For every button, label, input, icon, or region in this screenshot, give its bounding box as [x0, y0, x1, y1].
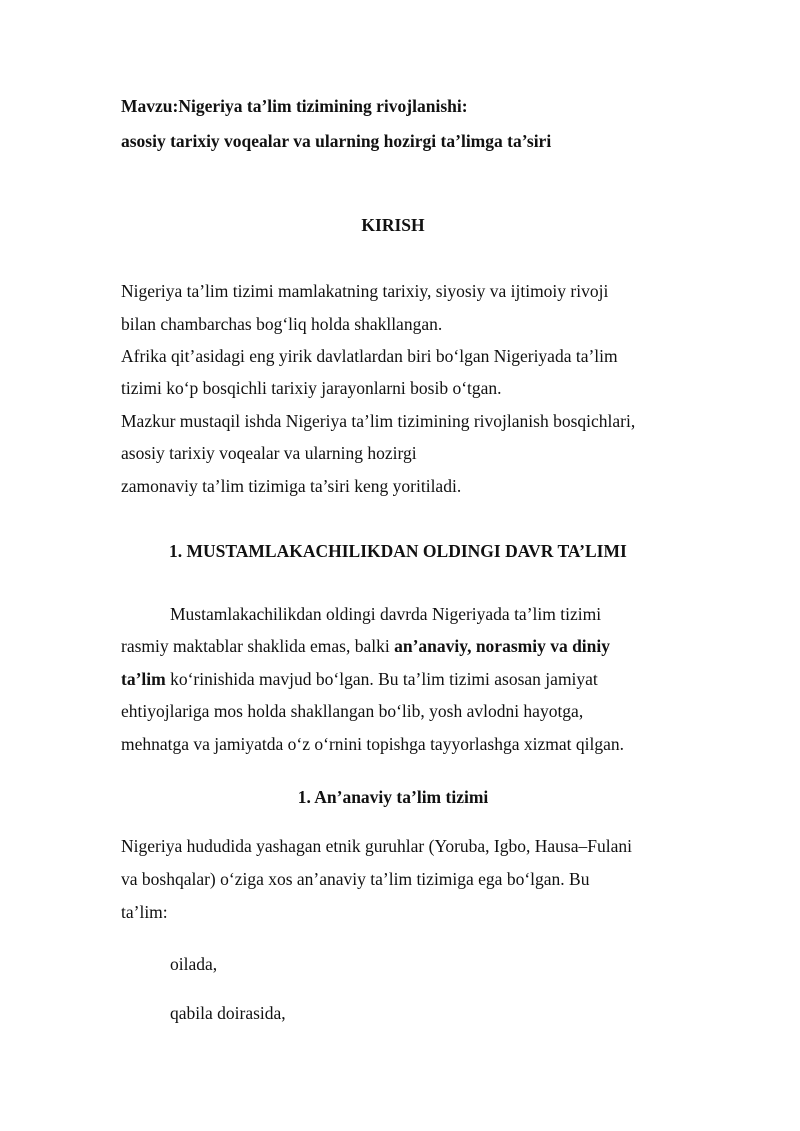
- list-item: qabila doirasida,: [170, 1003, 286, 1023]
- intro-line: zamonaviy ta’lim tizimiga ta’siri keng yoritiladi.: [121, 476, 462, 496]
- intro-line: tizimi ko‘p bosqichli tarixiy jarayonlarni bosib o‘tgan.: [121, 378, 502, 398]
- intro-line: bilan chambarchas bog‘liq holda shakllangan.: [121, 314, 443, 334]
- paragraph-text: rasmiy maktablar shaklida emas, balki: [121, 636, 395, 656]
- emphasis-text: ta’lim: [121, 669, 166, 689]
- intro-line: Nigeriya ta’lim tizimi mamlakatning tarixiy, siyosiy va ijtimoiy rivoji: [121, 281, 609, 301]
- intro-line: Mazkur mustaqil ishda Nigeriya ta’lim tizimining rivojlanish bosqichlari,: [121, 411, 636, 431]
- section-1-paragraph-line: [121, 668, 598, 690]
- title-line-1: Mavzu:Nigeriya ta’lim tizimining rivojlanishi:: [121, 96, 468, 116]
- list-item: oilada,: [170, 954, 218, 974]
- subsection-1-line: Nigeriya hududida yashagan etnik guruhlar (Yoruba, Igbo, Hausa–Fulani: [121, 836, 632, 856]
- section-1-heading: 1. MUSTAMLAKACHILIKDAN OLDINGI DAVR TA’LIMI: [169, 541, 627, 561]
- paragraph-text: ko‘rinishida mavjud bo‘lgan. Bu ta’lim tizimi asosan jamiyat: [165, 669, 598, 689]
- emphasis-text: an’anaviy, norasmiy va diniy: [394, 636, 611, 656]
- section-1-paragraph-line: [121, 635, 610, 657]
- intro-heading: KIRISH: [361, 215, 425, 235]
- subsection-1-line: va boshqalar) o‘ziga xos an’anaviy ta’lim tizimiga ega bo‘lgan. Bu: [121, 869, 590, 889]
- section-1-paragraph-line: ehtiyojlariga mos holda shakllangan bo‘lib, yosh avlodni hayotga,: [121, 701, 584, 721]
- title-line-2: asosiy tarixiy voqealar va ularning hozirgi ta’limga ta’siri: [121, 131, 552, 151]
- intro-line: asosiy tarixiy voqealar va ularning hozirgi: [121, 443, 417, 463]
- subsection-1-line: ta’lim:: [121, 902, 168, 922]
- intro-line: Afrika qit’asidagi eng yirik davlatlardan biri bo‘lgan Nigeriyada ta’lim: [121, 346, 618, 366]
- section-1-paragraph-line: Mustamlakachilikdan oldingi davrda Nigeriyada ta’lim tizimi: [170, 604, 602, 624]
- subsection-1-heading: 1. An’anaviy ta’lim tizimi: [297, 787, 489, 807]
- section-1-paragraph-line: mehnatga va jamiyatda o‘z o‘rnini topishga tayyorlashga xizmat qilgan.: [121, 734, 624, 754]
